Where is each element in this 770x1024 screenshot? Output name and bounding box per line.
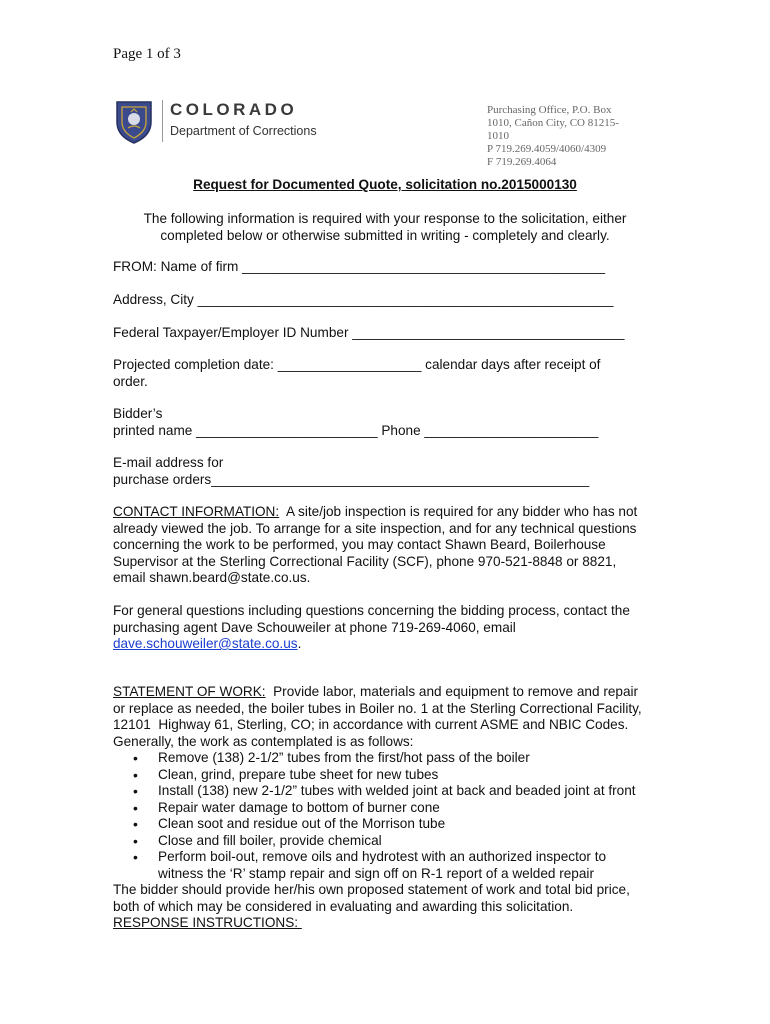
bidder-line: Bidder’s xyxy=(113,406,163,421)
contact-line: Supervisor at the Sterling Correctional Facility (SCF), phone 970-521-8848 or 8821, xyxy=(113,553,617,569)
bidder-name-phone-field[interactable] xyxy=(113,406,658,439)
email-line: E-mail address for xyxy=(113,455,224,470)
list-item: • Perform boil-out, remove oils and hydrotest with an authorized inspector to xyxy=(113,849,673,866)
work-line: Generally, the work as contemplated is as follows: xyxy=(113,733,414,749)
contact-line: already viewed the job. To arrange for a site inspection, and for any technical questions xyxy=(113,520,637,536)
page-number: Page 1 of 3 xyxy=(113,46,181,62)
general-line: For general questions including questions concerning the bidding process, contact the xyxy=(113,603,630,618)
list-item: • Clean soot and residue out of the Morrison tube xyxy=(113,816,673,833)
list-item: • Clean, grind, prepare tube sheet for new tubes xyxy=(113,767,673,784)
purchase-order-email-field[interactable] xyxy=(113,455,658,488)
work-line: Provide labor, materials and equipment to remove and repair xyxy=(265,684,639,699)
response-instructions-heading: RESPONSE INSTRUCTIONS: xyxy=(113,915,302,930)
statement-of-work xyxy=(113,684,673,932)
work-label: STATEMENT OF WORK: xyxy=(113,684,266,699)
completion-line: Projected completion date: ___________________ calendar days after receipt of xyxy=(113,357,601,372)
address-city-field[interactable]: Address, City _______________________________________________________ xyxy=(113,292,614,307)
tax-id-field[interactable]: Federal Taxpayer/Employer ID Number ____________________________________ xyxy=(113,325,625,340)
work-items-list xyxy=(113,750,673,882)
office-address-line: 1010, Cañon City, CO 81215- xyxy=(487,117,619,129)
contact-line: email shawn.beard@state.co.us. xyxy=(113,570,311,585)
intro-text xyxy=(130,210,640,244)
office-phone: P 719.269.4059/4060/4309 xyxy=(487,143,607,155)
work-closing-line: both of which may be considered in evaluating and awarding this solicitation. xyxy=(113,898,574,914)
list-item: • Close and fill boiler, provide chemical xyxy=(113,833,673,850)
office-fax: F 719.269.4064 xyxy=(487,156,557,168)
intro-line: The following information is required with your response to the solicitation, either xyxy=(143,211,627,226)
contact-information xyxy=(113,504,673,587)
agent-email-link[interactable]: dave.schouweiler@state.co.us xyxy=(113,636,298,651)
logo-subtitle: Department of Corrections xyxy=(170,124,317,138)
work-closing-line: The bidder should provide her/his own proposed statement of work and total bid price, xyxy=(113,882,630,897)
office-address xyxy=(487,104,657,169)
document-heading: Request for Documented Quote, solicitation no.2015000130 xyxy=(193,177,577,192)
contact-line: A site/job inspection is required for any bidder who has not xyxy=(279,504,638,519)
list-item-continuation: witness the ‘R’ stamp repair and sign off on R-1 report of a welded repair xyxy=(158,865,594,881)
list-item: • Install (138) new 2-1/2” tubes with welded joint at back and beaded joint at front xyxy=(113,783,673,800)
general-questions xyxy=(113,603,658,653)
intro-line: completed below or otherwise submitted in writing - completely and clearly. xyxy=(160,228,610,243)
firm-name-field[interactable]: FROM: Name of firm ________________________________________________ xyxy=(113,259,606,274)
email-line: purchase orders__________________________________________________ xyxy=(113,471,590,487)
contact-line: concerning the work to be performed, you may contact Shawn Beard, Boilerhouse xyxy=(113,537,606,552)
list-item: • Repair water damage to bottom of burner cone xyxy=(113,800,673,817)
colorado-doc-logo xyxy=(115,98,345,144)
work-line: 12101 Highway 61, Sterling, CO; in accordance with current ASME and NBIC Codes. xyxy=(113,717,629,732)
office-address-line: 1010 xyxy=(487,130,509,142)
logo-title: COLORADO xyxy=(170,100,298,119)
bidder-line: printed name ________________________ Phone _______________________ xyxy=(113,422,599,438)
completion-line: order. xyxy=(113,373,148,389)
general-line: purchasing agent Dave Schouweiler at phone 719-269-4060, email xyxy=(113,619,516,635)
state-seal-icon xyxy=(115,98,153,144)
contact-label: CONTACT INFORMATION: xyxy=(113,504,280,519)
completion-date-field[interactable] xyxy=(113,357,658,390)
list-item: • Remove (138) 2-1/2” tubes from the first/hot pass of the boiler xyxy=(113,750,673,767)
work-line: or replace as needed, the boiler tubes in Boiler no. 1 at the Sterling Correctional Facility, xyxy=(113,700,642,716)
period: . xyxy=(297,636,302,651)
office-address-line: Purchasing Office, P.O. Box xyxy=(487,104,612,116)
